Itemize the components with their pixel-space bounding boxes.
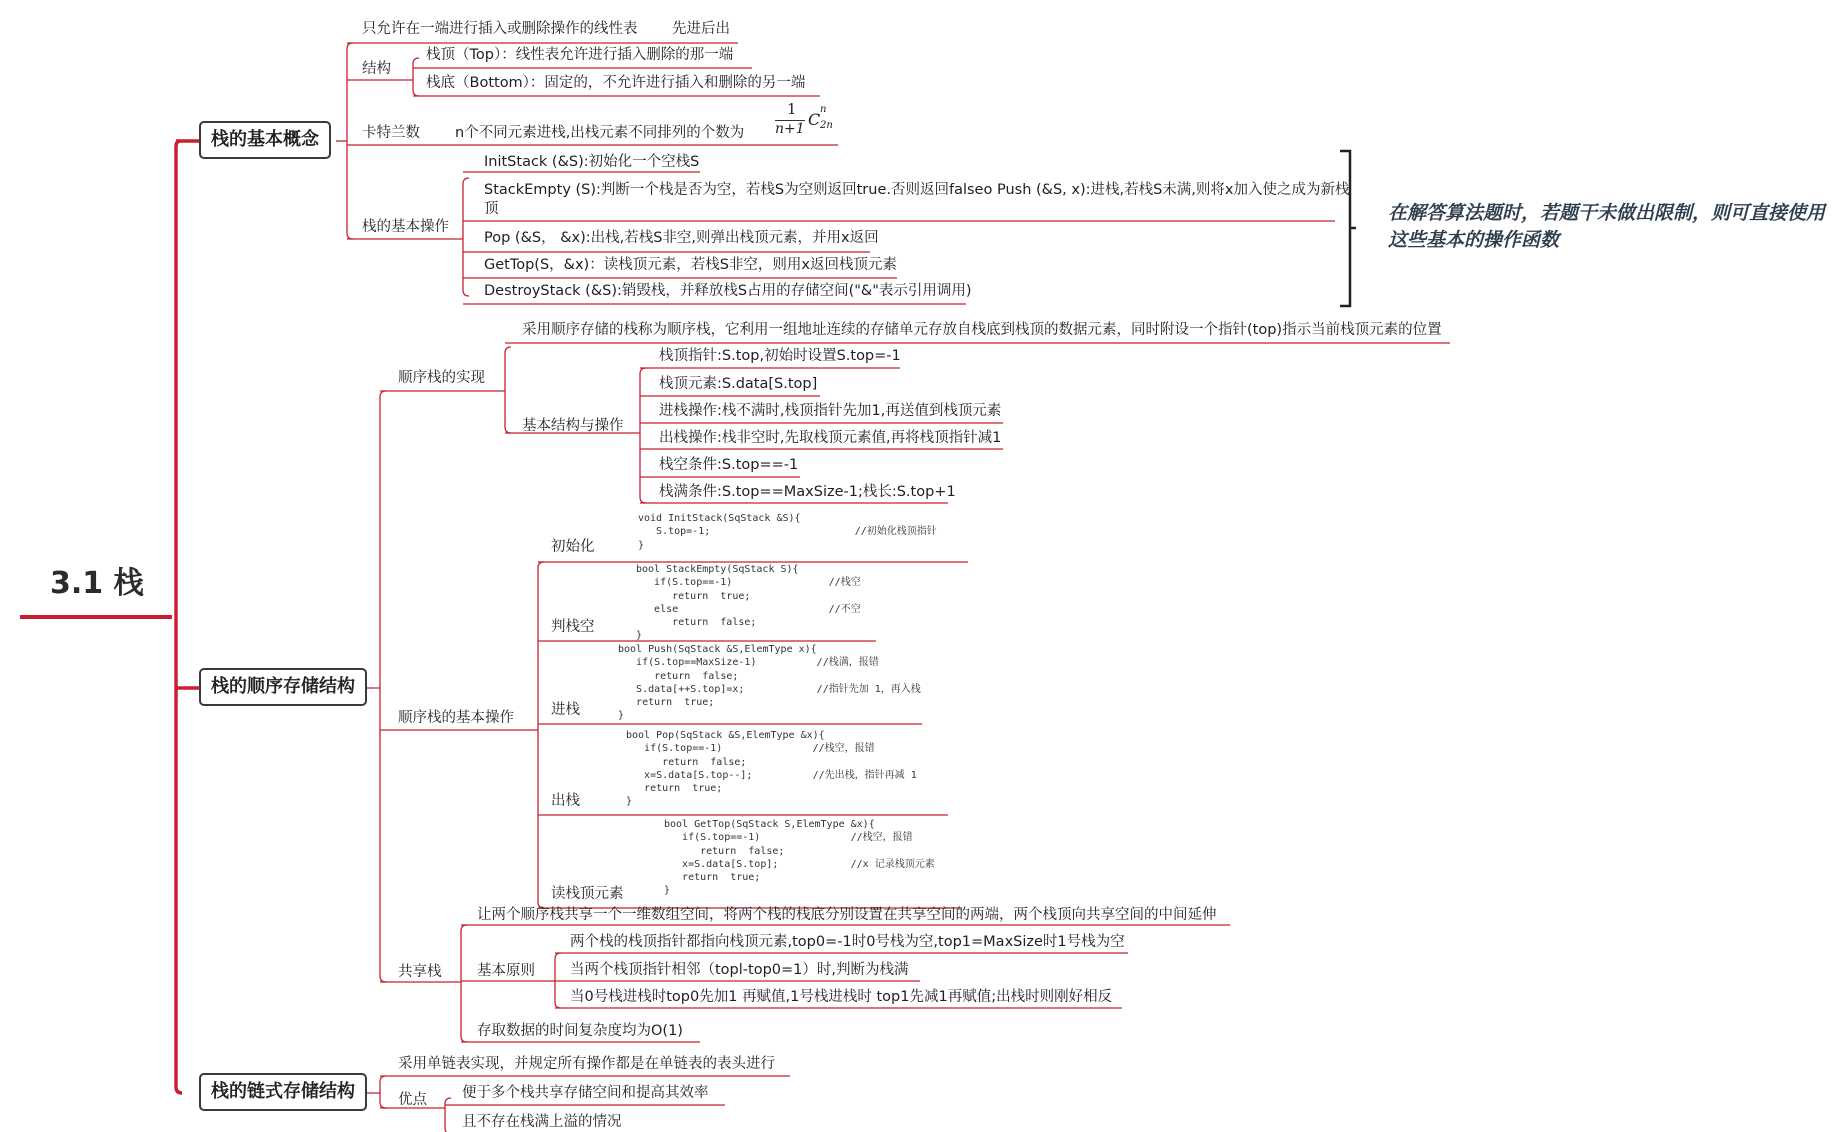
linked-advantages-label[interactable]: 优点 xyxy=(398,1092,427,1108)
shared-stack-desc[interactable]: 让两个顺序栈共享一个一维数组空间，将两个栈的栈底分别设置在共享空间的两端，两个栈顶向共享空间的中间延伸 xyxy=(477,907,1217,923)
op-label-pop[interactable]: 出栈 xyxy=(551,793,580,809)
struct-item-empty[interactable]: 栈空条件:S.top==-1 xyxy=(659,457,799,473)
root-topic[interactable]: 3.1 栈 xyxy=(50,566,144,601)
code-pop: bool Pop(SqStack &S,ElemType &x){ if(S.top==-1) //栈空，报错 return false; x=S.data[S.top--]; //先出栈，指针再减 1 return true; } xyxy=(626,730,917,808)
struct-item-pop[interactable]: 出栈操作:栈非空时,先取栈顶元素值,再将栈顶指针减1 xyxy=(659,430,1002,446)
op-label-push[interactable]: 进栈 xyxy=(551,702,580,718)
principle-3[interactable]: 当0号栈进栈时top0先加1 再赋值,1号栈进栈时 top1先减1再赋值;出栈时则刚好相反 xyxy=(570,989,1113,1005)
op-stackempty-push-cont[interactable]: 顶 xyxy=(484,201,499,217)
linked-desc[interactable]: 采用单链表实现，并规定所有操作都是在单链表的表头进行 xyxy=(398,1056,775,1072)
op-stackempty-push[interactable]: StackEmpty (S):判断一个栈是否为空，若栈S为空则返回true.否则返回falseo Push (&S, x):进栈,若栈S未满,则将x加入使之成为新栈 xyxy=(484,182,1350,198)
seq-struct-label[interactable]: 基本结构与操作 xyxy=(522,418,624,434)
formula-sub: 2n xyxy=(820,120,833,131)
op-pop[interactable]: Pop (&S， &x):出栈,若栈S非空,则弹出栈顶元素，并用x返回 xyxy=(484,230,879,246)
topic-stack-basic-concept[interactable]: 栈的基本概念 xyxy=(199,121,331,159)
op-label-empty[interactable]: 判栈空 xyxy=(551,619,595,635)
code-initstack: void InitStack(SqStack &S){ S.top=-1; //初始化栈顶指针 } xyxy=(638,513,937,551)
principle-1[interactable]: 两个栈的栈顶指针都指向栈顶元素,top0=-1时0号栈为空,top1=MaxSize时1号栈为空 xyxy=(570,934,1125,950)
struct-item-top-element[interactable]: 栈顶元素:S.data[S.top] xyxy=(659,376,818,392)
concept-catalan-text[interactable]: n个不同元素进栈,出栈元素不同排列的个数为 xyxy=(455,125,745,141)
linked-advantage-2[interactable]: 且不存在栈满上溢的情况 xyxy=(462,1114,622,1130)
concept-stack-bottom[interactable]: 栈底（Bottom）：固定的，不允许进行插入和删除的另一端 xyxy=(426,75,806,91)
concept-definition[interactable]: 只允许在一端进行插入或删除操作的线性表 xyxy=(362,21,638,37)
struct-item-push[interactable]: 进栈操作:栈不满时,栈顶指针先加1,再送值到栈顶元素 xyxy=(659,403,1002,419)
formula-denominator: n+1 xyxy=(775,121,805,137)
op-gettop[interactable]: GetTop(S，&x)：读栈顶元素，若栈S非空，则用x返回栈顶元素 xyxy=(484,257,898,273)
code-push: bool Push(SqStack &S,ElemType x){ if(S.top==MaxSize-1) //栈满，报错 return false; S.data[++S.top]=x; //指针先加 1，再入栈 return true; } xyxy=(618,644,921,722)
seq-impl-desc[interactable]: 采用顺序存储的栈称为顺序栈，它利用一组地址连续的存储单元存放自栈底到栈顶的数据元素，同时附设一个指针(top)指示当前栈顶元素的位置 xyxy=(522,322,1442,338)
concept-lifo[interactable]: 先进后出 xyxy=(672,21,730,37)
linked-advantage-1[interactable]: 便于多个栈共享存储空间和提高其效率 xyxy=(462,1085,709,1101)
catalan-formula xyxy=(775,100,835,140)
topic-linked-storage[interactable]: 栈的链式存储结构 xyxy=(199,1073,367,1111)
formula-numerator: 1 xyxy=(787,100,797,118)
concept-ops-label[interactable]: 栈的基本操作 xyxy=(362,219,449,235)
code-stackempty: bool StackEmpty(SqStack S){ if(S.top==-1) //栈空 return true; else //不空 return false; } xyxy=(636,564,861,642)
concept-catalan-label[interactable]: 卡特兰数 xyxy=(362,125,420,141)
struct-item-full[interactable]: 栈满条件:S.top==MaxSize-1;栈长:S.top+1 xyxy=(659,484,956,500)
op-label-init[interactable]: 初始化 xyxy=(551,539,595,555)
formula-c: C xyxy=(808,110,821,129)
seq-basic-ops-label[interactable]: 顺序栈的基本操作 xyxy=(398,710,514,726)
topic-sequential-storage[interactable]: 栈的顺序存储结构 xyxy=(199,668,367,706)
ops-note: 在解答算法题时，若题干未做出限制，则可直接使用这些基本的操作函数 xyxy=(1388,202,1826,251)
shared-stack-label[interactable]: 共享栈 xyxy=(398,964,442,980)
concept-structure-label[interactable]: 结构 xyxy=(362,61,391,77)
seq-impl-label[interactable]: 顺序栈的实现 xyxy=(398,370,485,386)
shared-complexity[interactable]: 存取数据的时间复杂度均为O(1) xyxy=(477,1023,683,1039)
op-destroystack[interactable]: DestroyStack (&S):销毁栈，并释放栈S占用的存储空间("&"表示引用调用) xyxy=(484,283,972,299)
op-initstack[interactable]: InitStack (&S):初始化一个空栈S xyxy=(484,154,700,170)
op-label-gettop[interactable]: 读栈顶元素 xyxy=(551,886,624,902)
shared-principle-label[interactable]: 基本原则 xyxy=(477,963,535,979)
principle-2[interactable]: 当两个栈顶指针相邻（topl-top0=1）时,判断为栈满 xyxy=(570,962,909,978)
struct-item-top-pointer[interactable]: 栈顶指针:S.top,初始时设置S.top=-1 xyxy=(659,348,901,364)
concept-stack-top[interactable]: 栈顶（Top）：线性表允许进行插入删除的那一端 xyxy=(426,47,734,63)
code-gettop: bool GetTop(SqStack S,ElemType &x){ if(S.top==-1) //栈空，报错 return false; x=S.data[S.top]; //x 记录栈顶元素 return true; } xyxy=(664,819,935,897)
formula-sup: n xyxy=(820,104,827,115)
